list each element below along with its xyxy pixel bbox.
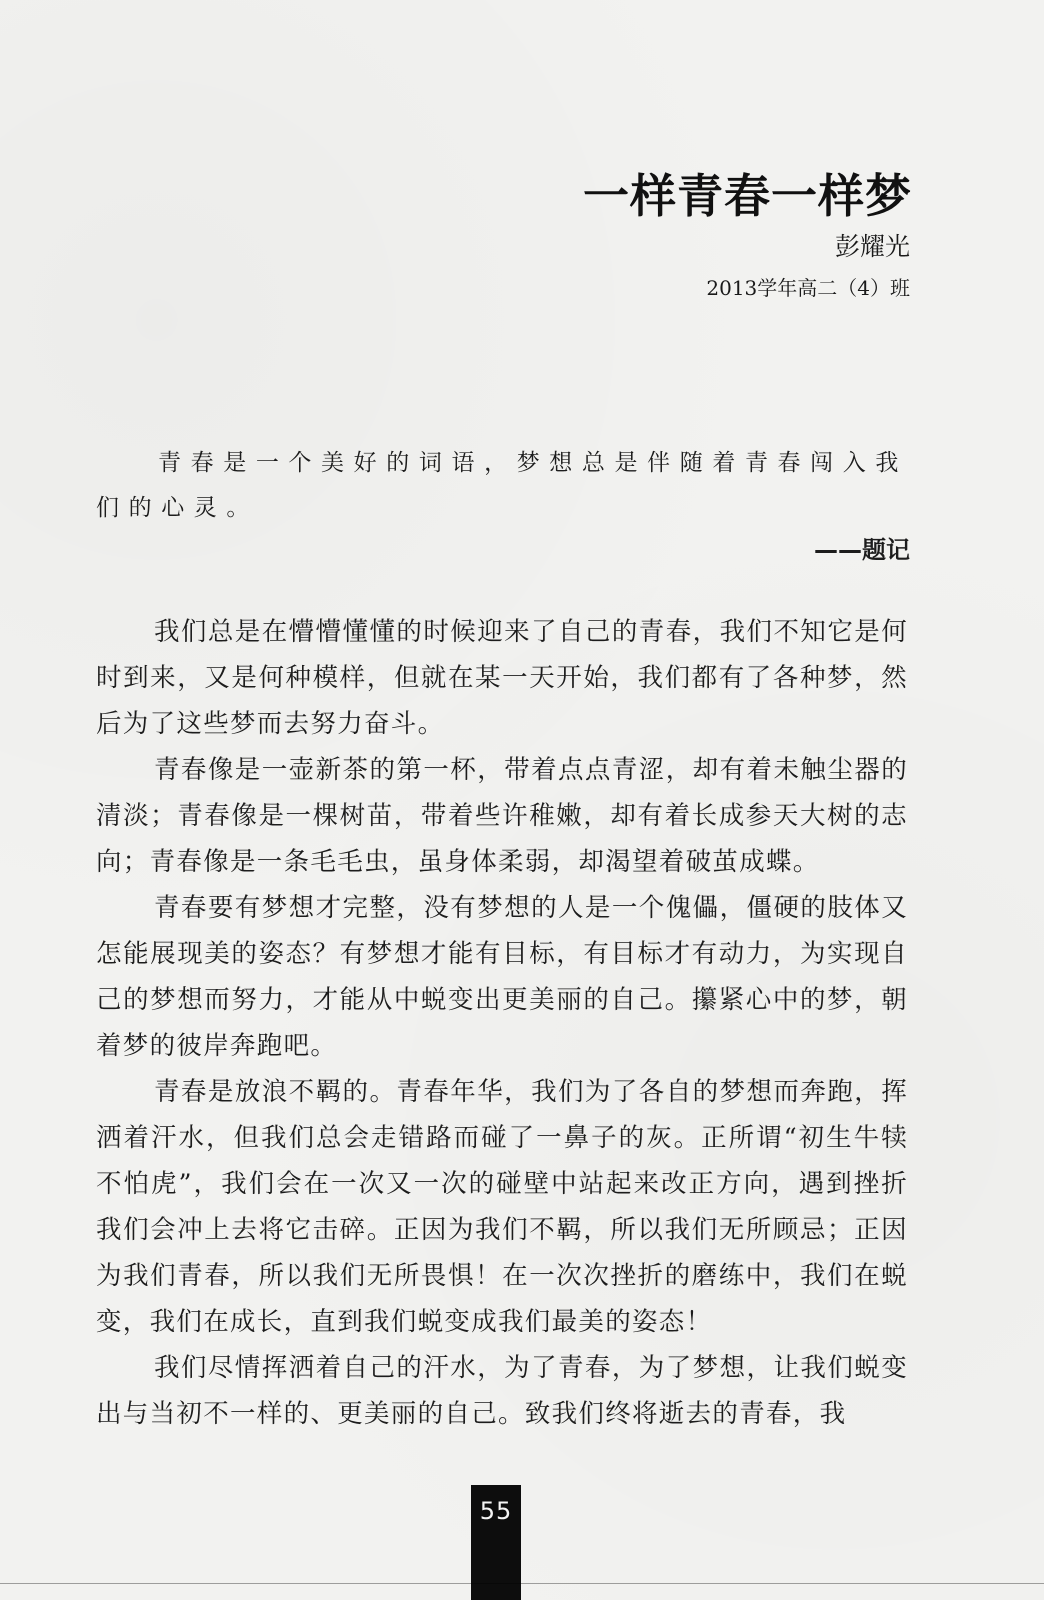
body-paragraph: 青春像是一壶新茶的第一杯，带着点点青涩，却有着未触尘器的清淡；青春像是一棵树苗，带着些许稚嫩，却有着长成参天大树的志向；青春像是一条毛毛虫，虽身体柔弱，却渴望着破茧成蝶。 [96,755,908,877]
body-paragraph: 我们尽情挥洒着自己的汗水，为了青春，为了梦想，让我们蜕变出与当初不一样的、更美丽的自己。致我们终将逝去的青春，我 [96,1353,908,1429]
article-author: 彭耀光 [834,232,910,261]
epigraph-source: ——题记 [814,536,910,564]
page-number: 55 [471,1485,521,1600]
article-title: 一样青春一样梦 [583,169,912,223]
body-paragraph: 青春要有梦想才完整，没有梦想的人是一个傀儡，僵硬的肢体又怎能展现美的姿态？有梦想才能有目标，有目标才有动力，为实现自己的梦想而努力，才能从中蜕变出更美丽的自己。攥紧心中的梦，朝着梦的彼岸奔跑吧。 [96,893,908,1061]
article-body [96,609,908,1437]
author-class: 2013学年高二（4）班 [706,276,910,300]
body-paragraph: 我们总是在懵懵懂懂的时候迎来了自己的青春，我们不知它是何时到来，又是何种模样，但就在某一天开始，我们都有了各种梦，然后为了这些梦而去努力奋斗。 [96,617,908,739]
epigraph-text: 青春是一个美好的词语，梦想总是伴随着青春闯入我们的心灵。 [96,450,908,521]
body-paragraph: 青春是放浪不羁的。青春年华，我们为了各自的梦想而奔跑，挥洒着汗水，但我们总会走错路而碰了一鼻子的灰。正所谓“初生牛犊不怕虎”，我们会在一次又一次的碰壁中站起来改正方向，遇到挫折我们会冲上去将它击碎。正因为我们不羁，所以我们无所顾忌；正因为我们青春，所以我们无所畏惧！在一次次挫折的磨练中，我们在蜕变，我们在成长，直到我们蜕变成我们最美的姿态！ [96,1077,908,1337]
scan-edge-line [0,1583,1044,1584]
